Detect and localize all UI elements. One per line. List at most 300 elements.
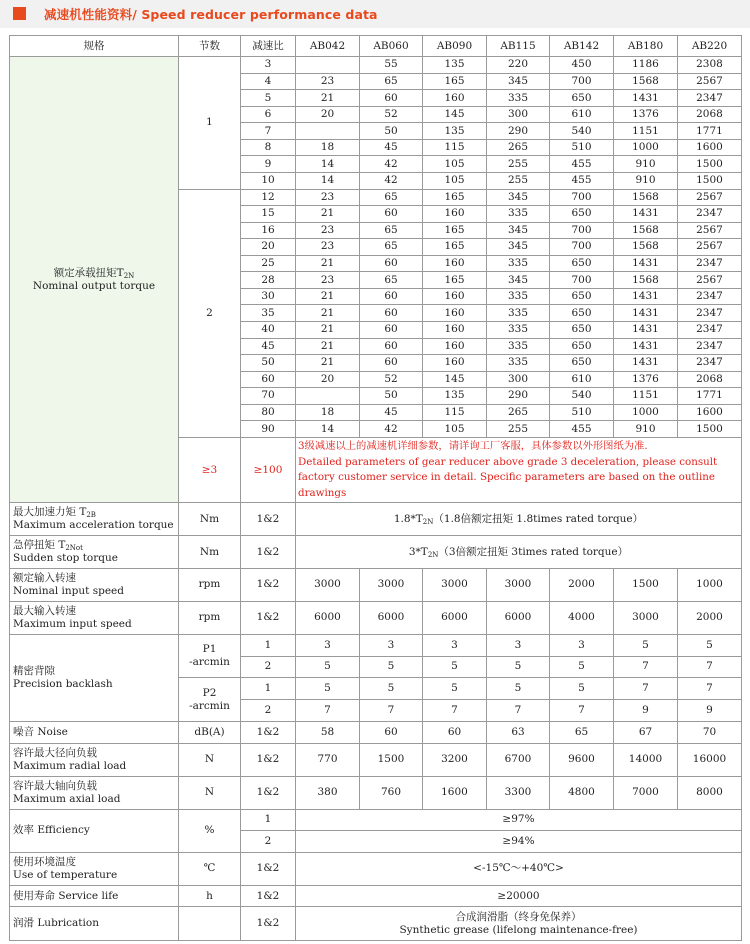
stages-cell: 1&2 — [241, 536, 296, 569]
axial-load-label-cn: 容许最大轴向负载 — [13, 779, 97, 792]
stage-cell: 1 — [241, 809, 296, 831]
value-cell: 3300 — [487, 776, 550, 809]
nominal-speed-label-en: Nominal input speed — [13, 584, 124, 597]
ratio-cell: 50 — [241, 355, 296, 372]
value-cell: 3 — [423, 634, 487, 656]
value-cell: 1000 — [678, 569, 742, 602]
value-cell: 700 — [550, 222, 614, 239]
value-cell — [296, 57, 360, 74]
unit-cell: h — [179, 885, 241, 907]
value-cell: 60 — [360, 288, 423, 305]
stages-cell: 1&2 — [241, 852, 296, 885]
value-cell: 1186 — [614, 57, 678, 74]
backlash-class: P1 — [202, 643, 217, 656]
value-cell: 1151 — [614, 123, 678, 140]
value-cell: 2347 — [678, 288, 742, 305]
value-cell: 290 — [487, 388, 550, 405]
efficiency-value: ≥97% — [296, 809, 742, 831]
value-cell: 265 — [487, 404, 550, 421]
col-header-model: AB090 — [423, 36, 487, 57]
value-cell: 650 — [550, 288, 614, 305]
subscript: 2B — [86, 511, 96, 520]
backlash-label-en: Precision backlash — [13, 677, 113, 690]
value-cell: 345 — [487, 73, 550, 90]
value-cell: 255 — [487, 421, 550, 438]
value-cell: 50 — [360, 123, 423, 140]
value-cell: 910 — [614, 156, 678, 173]
backlash-class-cell — [179, 678, 241, 722]
value-cell: 1568 — [614, 189, 678, 206]
torque-label-en: Nominal output torque — [32, 279, 156, 292]
value-cell: 760 — [360, 776, 423, 809]
value-cell: 1568 — [614, 73, 678, 90]
value-cell: 1376 — [614, 371, 678, 388]
ratio-cell: 30 — [241, 288, 296, 305]
value-cell: 21 — [296, 338, 360, 355]
value-cell: 1431 — [614, 90, 678, 107]
value-cell: 6000 — [423, 601, 487, 634]
value-pre: 1.8*T — [393, 512, 423, 525]
unit-cell: rpm — [179, 569, 241, 602]
value-cell: 7 — [487, 700, 550, 722]
value-cell: 700 — [550, 239, 614, 256]
value-cell: 7 — [550, 700, 614, 722]
stage3-cell: ≥3 — [179, 437, 241, 503]
value-cell: 3 — [360, 634, 423, 656]
value-cell: 160 — [423, 288, 487, 305]
value-cell: 63 — [487, 722, 550, 744]
value-cell: 18 — [296, 139, 360, 156]
stage-cell: 1 — [179, 57, 241, 189]
value-cell: 165 — [423, 189, 487, 206]
nominal-speed-label — [10, 569, 179, 602]
backlash-row — [10, 634, 742, 656]
value-cell: 60 — [360, 90, 423, 107]
value-cell: 160 — [423, 321, 487, 338]
value-cell: 2347 — [678, 206, 742, 223]
ratio-cell: 35 — [241, 305, 296, 322]
lubrication-label: 润滑 Lubrication — [10, 907, 179, 941]
torque-label-cn: 额定承载扭矩T — [53, 266, 124, 279]
unit-cell: % — [179, 809, 241, 852]
ratio-cell: 40 — [241, 321, 296, 338]
value-cell: 2347 — [678, 338, 742, 355]
stages-cell: 1&2 — [241, 907, 296, 941]
value-cell: 540 — [550, 388, 614, 405]
sudden-stop-label-cn: 急停扭矩 T — [13, 539, 66, 552]
value-cell: 42 — [360, 421, 423, 438]
value-cell: 23 — [296, 189, 360, 206]
value-cell: 55 — [360, 57, 423, 74]
max-speed-label — [10, 601, 179, 634]
value-cell: 160 — [423, 90, 487, 107]
value-pre: 3*T — [408, 545, 428, 558]
value-cell: 650 — [550, 305, 614, 322]
value-cell: 5 — [423, 656, 487, 678]
value-cell: 610 — [550, 106, 614, 123]
value-cell: 2068 — [678, 371, 742, 388]
value-cell: 5 — [296, 656, 360, 678]
ratio-cell: 90 — [241, 421, 296, 438]
value-cell: 21 — [296, 305, 360, 322]
ratio-cell: 28 — [241, 272, 296, 289]
value-cell: 290 — [487, 123, 550, 140]
torque-row — [10, 57, 742, 74]
value-cell: 7 — [678, 656, 742, 678]
value-cell: 60 — [423, 722, 487, 744]
value-cell: 335 — [487, 288, 550, 305]
value-cell: 50 — [360, 388, 423, 405]
value-cell: 4000 — [550, 601, 614, 634]
subscript: 2N — [123, 271, 135, 280]
ratio-cell: 25 — [241, 255, 296, 272]
value-cell: 345 — [487, 239, 550, 256]
efficiency-row — [10, 809, 742, 831]
max-speed-label-en: Maximum input speed — [13, 617, 132, 630]
value-cell: 58 — [296, 722, 360, 744]
header-row — [10, 36, 742, 57]
value-cell: 60 — [360, 206, 423, 223]
ratio-cell: 60 — [241, 371, 296, 388]
noise-row — [10, 722, 742, 744]
service-life-label: 使用寿命 Service life — [10, 885, 179, 907]
radial-load-label — [10, 743, 179, 776]
value-cell: 1431 — [614, 355, 678, 372]
value-cell: 1600 — [678, 139, 742, 156]
subscript: 2N — [422, 517, 434, 526]
value-cell: 14 — [296, 156, 360, 173]
value-cell: 3200 — [423, 743, 487, 776]
value-cell: 6000 — [296, 601, 360, 634]
value-cell: 255 — [487, 156, 550, 173]
value-cell: 135 — [423, 123, 487, 140]
col-header-spec: 规格 — [10, 36, 179, 57]
max-accel-label-cn: 最大加速力矩 T — [13, 506, 87, 519]
value-cell: 300 — [487, 106, 550, 123]
radial-load-label-en: Maximum radial load — [13, 759, 127, 772]
col-header-model: AB220 — [678, 36, 742, 57]
value-cell: 23 — [296, 239, 360, 256]
sudden-stop-label-en: Sudden stop torque — [13, 552, 118, 565]
value-cell: 105 — [423, 156, 487, 173]
value-cell: 3000 — [360, 569, 423, 602]
value-cell: 510 — [550, 139, 614, 156]
value-cell: 345 — [487, 272, 550, 289]
orange-square-icon — [13, 7, 26, 20]
value-cell: 9 — [614, 700, 678, 722]
value-cell: 2567 — [678, 189, 742, 206]
value-cell: 2567 — [678, 73, 742, 90]
value-cell: 5 — [614, 634, 678, 656]
value-cell: 1600 — [678, 404, 742, 421]
value-cell: 160 — [423, 305, 487, 322]
value-cell: 455 — [550, 156, 614, 173]
value-cell: 1431 — [614, 206, 678, 223]
value-cell: 3000 — [614, 601, 678, 634]
value-cell: 42 — [360, 156, 423, 173]
value-cell: 160 — [423, 338, 487, 355]
col-header-model: AB060 — [360, 36, 423, 57]
value-cell: 2068 — [678, 106, 742, 123]
value-cell: 1431 — [614, 288, 678, 305]
value-cell: 1151 — [614, 388, 678, 405]
value-cell: 135 — [423, 388, 487, 405]
unit-cell: N — [179, 776, 241, 809]
value-post: （3倍额定扭矩 3times rated torque） — [438, 545, 629, 558]
value-cell: 160 — [423, 206, 487, 223]
unit-cell: N — [179, 743, 241, 776]
value-cell: 21 — [296, 355, 360, 372]
ratio-cell: 6 — [241, 106, 296, 123]
value-cell: 60 — [360, 255, 423, 272]
value-cell: 2567 — [678, 239, 742, 256]
sudden-stop-value — [296, 536, 742, 569]
value-cell: 335 — [487, 255, 550, 272]
value-cell: 7 — [614, 656, 678, 678]
value-cell: 335 — [487, 90, 550, 107]
value-cell: 8000 — [678, 776, 742, 809]
nominal-speed-label-cn: 额定输入转速 — [13, 571, 76, 584]
axial-load-label — [10, 776, 179, 809]
section-header — [0, 0, 750, 28]
axial-load-label-en: Maximum axial load — [13, 792, 121, 805]
torque-label — [10, 57, 179, 503]
value-cell: 3000 — [296, 569, 360, 602]
value-cell: 7 — [614, 678, 678, 700]
stages-cell: 1&2 — [241, 885, 296, 907]
value-cell: 770 — [296, 743, 360, 776]
value-cell: 135 — [423, 57, 487, 74]
value-cell: 700 — [550, 272, 614, 289]
lubrication-value-cn: 合成润滑脂（终身免保养） — [455, 910, 582, 923]
value-cell: 7 — [423, 700, 487, 722]
value-cell: 335 — [487, 355, 550, 372]
value-cell: 2567 — [678, 272, 742, 289]
value-cell: 160 — [423, 255, 487, 272]
value-cell: 45 — [360, 139, 423, 156]
value-cell: 1500 — [678, 156, 742, 173]
value-cell: 450 — [550, 57, 614, 74]
value-cell: 5 — [678, 634, 742, 656]
value-cell: 21 — [296, 321, 360, 338]
unit-cell: rpm — [179, 601, 241, 634]
value-cell: 21 — [296, 255, 360, 272]
ratio-cell: 3 — [241, 57, 296, 74]
unit-cell: dB(A) — [179, 722, 241, 744]
stage-cell: 2 — [241, 656, 296, 678]
value-cell: 65 — [550, 722, 614, 744]
value-cell: 1771 — [678, 123, 742, 140]
value-cell: 6000 — [360, 601, 423, 634]
stages-cell: 1&2 — [241, 569, 296, 602]
value-cell: 3 — [550, 634, 614, 656]
stage-cell: 1 — [241, 634, 296, 656]
lubrication-value — [296, 907, 742, 941]
radial-load-row — [10, 743, 742, 776]
backlash-label — [10, 634, 179, 722]
value-cell: 60 — [360, 338, 423, 355]
ratio-cell: 4 — [241, 73, 296, 90]
value-cell: 5 — [423, 678, 487, 700]
value-cell: 455 — [550, 173, 614, 190]
ratio-cell: 12 — [241, 189, 296, 206]
value-cell: 540 — [550, 123, 614, 140]
value-cell: 2308 — [678, 57, 742, 74]
value-cell: 145 — [423, 371, 487, 388]
value-cell: 165 — [423, 73, 487, 90]
ratio-cell: 80 — [241, 404, 296, 421]
value-cell: 1431 — [614, 255, 678, 272]
value-cell: 3000 — [423, 569, 487, 602]
value-cell: 1568 — [614, 272, 678, 289]
col-header-model: AB180 — [614, 36, 678, 57]
radial-load-label-cn: 容许最大径向负载 — [13, 746, 97, 759]
value-cell: 5 — [360, 656, 423, 678]
value-cell: 5 — [550, 678, 614, 700]
ratio-cell: 16 — [241, 222, 296, 239]
value-cell: 7000 — [614, 776, 678, 809]
value-cell: 1431 — [614, 338, 678, 355]
backlash-unit: -arcmin — [189, 699, 230, 712]
value-cell: 165 — [423, 222, 487, 239]
value-cell: 105 — [423, 421, 487, 438]
temperature-label — [10, 852, 179, 885]
sudden-stop-row — [10, 536, 742, 569]
value-cell: 14 — [296, 421, 360, 438]
value-cell: 255 — [487, 173, 550, 190]
value-cell: 52 — [360, 371, 423, 388]
stage-cell: 2 — [241, 831, 296, 853]
ratio-cell: 20 — [241, 239, 296, 256]
value-cell: 60 — [360, 355, 423, 372]
value-cell: 510 — [550, 404, 614, 421]
efficiency-value: ≥94% — [296, 831, 742, 853]
value-cell: 65 — [360, 189, 423, 206]
value-cell: 1000 — [614, 139, 678, 156]
stage3-note-cn: 3级减速以上的减速机详细参数，请详询工厂客服，具体参数以外形图纸为准. — [298, 440, 648, 453]
value-cell: 1771 — [678, 388, 742, 405]
value-cell: 610 — [550, 371, 614, 388]
value-cell: 6000 — [487, 601, 550, 634]
stage-cell: 1 — [241, 678, 296, 700]
lubrication-value-en: Synthetic grease (lifelong maintenance-free) — [399, 923, 638, 936]
nominal-speed-row — [10, 569, 742, 602]
max-accel-row — [10, 503, 742, 536]
value-cell: 165 — [423, 272, 487, 289]
value-cell: 60 — [360, 321, 423, 338]
value-cell: 14 — [296, 173, 360, 190]
value-cell: 160 — [423, 355, 487, 372]
value-cell: 65 — [360, 222, 423, 239]
value-cell: 60 — [360, 722, 423, 744]
col-header-model: AB042 — [296, 36, 360, 57]
value-cell: 1600 — [423, 776, 487, 809]
col-header-model: AB142 — [550, 36, 614, 57]
stages-cell: 1&2 — [241, 503, 296, 536]
col-header-stages: 节数 — [179, 36, 241, 57]
ratio-cell: 8 — [241, 139, 296, 156]
value-cell: 650 — [550, 355, 614, 372]
axial-load-row — [10, 776, 742, 809]
backlash-class-cell — [179, 634, 241, 678]
value-cell: 220 — [487, 57, 550, 74]
value-cell: 335 — [487, 206, 550, 223]
value-cell: 1568 — [614, 222, 678, 239]
subscript: 2N — [427, 550, 439, 559]
value-cell: 2347 — [678, 355, 742, 372]
value-cell: 1500 — [678, 173, 742, 190]
value-cell: 5 — [487, 656, 550, 678]
ratio-cell: 70 — [241, 388, 296, 405]
value-cell: 335 — [487, 305, 550, 322]
value-cell: 9600 — [550, 743, 614, 776]
value-cell: 700 — [550, 189, 614, 206]
max-speed-row — [10, 601, 742, 634]
subscript: 2Not — [65, 544, 83, 553]
performance-table — [9, 35, 742, 941]
value-cell: 335 — [487, 338, 550, 355]
ratio-cell: 15 — [241, 206, 296, 223]
value-cell: 910 — [614, 421, 678, 438]
value-cell: 1376 — [614, 106, 678, 123]
stages-cell: 1&2 — [241, 743, 296, 776]
value-cell: 7 — [678, 678, 742, 700]
value-cell: 345 — [487, 189, 550, 206]
value-cell: 18 — [296, 404, 360, 421]
temperature-value: <-15℃～+40℃> — [296, 852, 742, 885]
value-cell: 20 — [296, 371, 360, 388]
temperature-label-cn: 使用环境温度 — [13, 855, 76, 868]
max-accel-label-en: Maximum acceleration torque — [13, 519, 174, 532]
value-cell: 1500 — [360, 743, 423, 776]
value-cell: 21 — [296, 288, 360, 305]
backlash-unit: -arcmin — [189, 656, 230, 669]
value-cell: 7 — [360, 700, 423, 722]
value-cell: 3 — [296, 634, 360, 656]
stage3-ratio-cell: ≥100 — [241, 437, 296, 503]
value-cell — [296, 123, 360, 140]
unit-cell: Nm — [179, 503, 241, 536]
value-cell: 65 — [360, 73, 423, 90]
value-cell: 1000 — [614, 404, 678, 421]
value-cell: 2347 — [678, 255, 742, 272]
ratio-cell: 5 — [241, 90, 296, 107]
value-cell: 1568 — [614, 239, 678, 256]
value-cell: 2567 — [678, 222, 742, 239]
max-accel-value — [296, 503, 742, 536]
value-cell: 2347 — [678, 321, 742, 338]
value-cell: 52 — [360, 106, 423, 123]
value-cell: 3000 — [487, 569, 550, 602]
value-cell: 9 — [678, 700, 742, 722]
value-cell: 70 — [678, 722, 742, 744]
value-cell: 65 — [360, 272, 423, 289]
value-cell: 16000 — [678, 743, 742, 776]
value-cell: 7 — [296, 700, 360, 722]
value-cell: 23 — [296, 73, 360, 90]
value-cell: 23 — [296, 222, 360, 239]
value-cell: 910 — [614, 173, 678, 190]
value-cell: 650 — [550, 90, 614, 107]
value-cell: 145 — [423, 106, 487, 123]
backlash-label-cn: 精密背隙 — [13, 664, 55, 677]
lubrication-row — [10, 907, 742, 941]
backlash-class: P2 — [202, 686, 217, 699]
value-cell: 650 — [550, 321, 614, 338]
value-cell: 165 — [423, 239, 487, 256]
stage3-note — [296, 437, 742, 503]
ratio-cell: 9 — [241, 156, 296, 173]
